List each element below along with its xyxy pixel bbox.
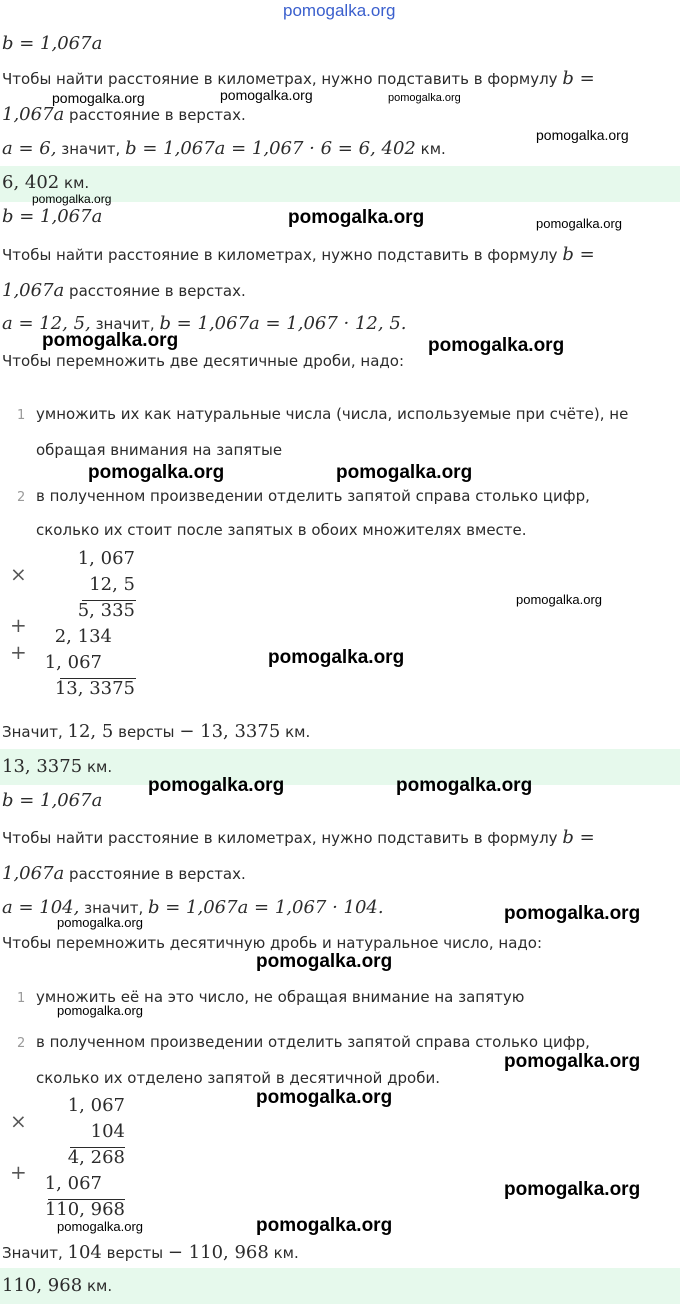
watermark: pomogalka.org bbox=[256, 1215, 393, 1236]
step-2-line2: сколько их стоит после запятых в обоих множителях вместе. bbox=[36, 521, 527, 539]
answer-unit: км. bbox=[64, 174, 90, 192]
step-number: 1 bbox=[17, 408, 26, 423]
rule-title-2: Чтобы перемножить две десятичные дроби, надо: bbox=[2, 352, 405, 370]
intro-math: b = bbox=[562, 827, 595, 848]
intro-math: 1,067a bbox=[2, 104, 65, 125]
watermark: pomogalka.org bbox=[288, 207, 425, 228]
watermark: pomogalka.org bbox=[88, 462, 225, 483]
intro-math: 1,067a bbox=[2, 863, 65, 884]
column-row: 4, 268 bbox=[67, 1147, 125, 1168]
answer-math: 6, 402 bbox=[2, 172, 60, 193]
step-1-line2: обращая внимания на запятые bbox=[36, 441, 283, 459]
answer-math: 110, 968 bbox=[2, 1275, 83, 1296]
conclusion-unit: км. bbox=[273, 1244, 299, 1262]
column-row: 13, 3375 bbox=[54, 678, 135, 699]
column-row: 1, 067 bbox=[44, 1173, 102, 1194]
calc-math: b = 1,067a = 1,067 · 12, 5. bbox=[159, 313, 407, 334]
step-number: 1 bbox=[17, 991, 26, 1006]
intro-2-line1 bbox=[2, 244, 595, 265]
column-row: 1, 067 bbox=[67, 1095, 125, 1116]
column-row: 12, 5 bbox=[89, 574, 135, 595]
intro-text: расстояние в верстах. bbox=[69, 106, 246, 124]
conclusion-math: − 110, 968 bbox=[167, 1242, 269, 1263]
step-1-line1: умножить её на это число, не обращая внимание на запятую bbox=[36, 988, 525, 1006]
conclusion-math: 104 bbox=[67, 1242, 102, 1263]
answer-unit: км. bbox=[86, 758, 113, 776]
watermark: pomogalka.org bbox=[52, 90, 145, 106]
answer-unit: км. bbox=[86, 1277, 113, 1295]
column-row: 1, 067 bbox=[77, 548, 135, 569]
watermark: pomogalka.org bbox=[516, 592, 602, 607]
intro-2-line2 bbox=[2, 280, 246, 301]
intro-text: Чтобы найти расстояние в километрах, нужно подставить в формулу bbox=[2, 829, 558, 847]
watermark: pomogalka.org bbox=[268, 647, 405, 668]
calc-unit: км. bbox=[420, 140, 446, 158]
watermark: pomogalka.org bbox=[336, 462, 473, 483]
watermark: pomogalka.org bbox=[42, 330, 179, 351]
intro-1-line1 bbox=[2, 68, 595, 89]
calc-word: значит, bbox=[61, 140, 121, 158]
calc-word: значит, bbox=[84, 899, 144, 917]
watermark: pomogalka.org bbox=[256, 1087, 393, 1108]
conclusion-3 bbox=[2, 1242, 299, 1263]
plus-sign: + bbox=[10, 1160, 27, 1184]
watermark: pomogalka.org bbox=[536, 127, 629, 143]
step-2-line2: сколько их отделено запятой в десятичной дроби. bbox=[36, 1069, 440, 1087]
watermark: pomogalka.org bbox=[57, 1219, 143, 1234]
plus-sign: + bbox=[10, 640, 27, 664]
watermark: pomogalka.org bbox=[536, 216, 622, 231]
calc-math: a = 104, bbox=[2, 897, 80, 918]
watermark: pomogalka.org bbox=[32, 192, 112, 206]
watermark-top: pomogalka.org bbox=[283, 1, 396, 20]
times-sign: × bbox=[10, 562, 27, 586]
intro-3-line2 bbox=[2, 863, 246, 884]
calc-1 bbox=[2, 138, 446, 159]
watermark: pomogalka.org bbox=[504, 1179, 641, 1200]
calc-math: b = 1,067a = 1,067 · 104. bbox=[148, 897, 384, 918]
answer-1 bbox=[2, 172, 89, 193]
intro-1-line2 bbox=[2, 104, 246, 125]
conclusion-2 bbox=[2, 721, 310, 742]
formula-3: b = 1,067a bbox=[2, 790, 103, 811]
intro-text: Чтобы найти расстояние в километрах, нужно подставить в формулу bbox=[2, 246, 558, 264]
intro-math: 1,067a bbox=[2, 280, 65, 301]
calc-math: b = 1,067a = 1,067 · 6 = 6, 402 bbox=[125, 138, 416, 159]
intro-math: b = bbox=[562, 244, 595, 265]
watermark: pomogalka.org bbox=[428, 335, 565, 356]
answer-box-2 bbox=[0, 749, 680, 785]
step-2-line1: в полученном произведении отделить запятой справа столько цифр, bbox=[36, 487, 590, 505]
conclusion-word: Значит, bbox=[2, 1244, 63, 1262]
column-row: 110, 968 bbox=[44, 1199, 125, 1220]
column-row: 2, 134 bbox=[54, 626, 112, 647]
times-sign: × bbox=[10, 1109, 27, 1133]
column-row: 5, 335 bbox=[77, 600, 135, 621]
rule-title-3: Чтобы перемножить десятичную дробь и натуральное число, надо: bbox=[2, 934, 542, 952]
step-2-line1: в полученном произведении отделить запятой справа столько цифр, bbox=[36, 1033, 590, 1051]
conclusion-word: версты bbox=[118, 723, 175, 741]
intro-text: расстояние в верстах. bbox=[69, 282, 246, 300]
calc-math: a = 12, 5, bbox=[2, 313, 91, 334]
conclusion-math: − 13, 3375 bbox=[179, 721, 281, 742]
plus-sign: + bbox=[10, 613, 27, 637]
intro-text: расстояние в верстах. bbox=[69, 865, 246, 883]
watermark: pomogalka.org bbox=[388, 92, 461, 104]
watermark: pomogalka.org bbox=[148, 775, 285, 796]
answer-box-3 bbox=[0, 1268, 680, 1304]
watermark: pomogalka.org bbox=[396, 775, 533, 796]
conclusion-word: версты bbox=[106, 1244, 164, 1262]
step-number: 2 bbox=[17, 1036, 26, 1051]
watermark: pomogalka.org bbox=[57, 1003, 143, 1018]
watermark: pomogalka.org bbox=[504, 903, 641, 924]
intro-math: b = bbox=[562, 68, 595, 89]
intro-3-line1 bbox=[2, 827, 595, 848]
watermark: pomogalka.org bbox=[256, 951, 393, 972]
column-row: 104 bbox=[90, 1121, 125, 1142]
intro-text: Чтобы найти расстояние в километрах, нужно подставить в формулу bbox=[2, 70, 558, 88]
answer-math: 13, 3375 bbox=[2, 756, 83, 777]
watermark: pomogalka.org bbox=[220, 87, 313, 103]
calc-math: a = 6, bbox=[2, 138, 57, 159]
step-1-line1: умножить их как натуральные числа (числа, используемые при счёте), не bbox=[36, 405, 629, 423]
formula-1: b = 1,067a bbox=[2, 33, 103, 54]
answer-3 bbox=[2, 1275, 112, 1296]
calc-word: значит, bbox=[95, 315, 155, 333]
conclusion-word: Значит, bbox=[2, 723, 63, 741]
answer-2 bbox=[2, 756, 112, 777]
watermark: pomogalka.org bbox=[57, 915, 143, 930]
formula-2: b = 1,067a bbox=[2, 206, 103, 227]
step-number: 2 bbox=[17, 490, 26, 505]
conclusion-math: 12, 5 bbox=[67, 721, 114, 742]
watermark: pomogalka.org bbox=[504, 1051, 641, 1072]
conclusion-unit: км. bbox=[285, 723, 311, 741]
column-row: 1, 067 bbox=[44, 652, 102, 673]
